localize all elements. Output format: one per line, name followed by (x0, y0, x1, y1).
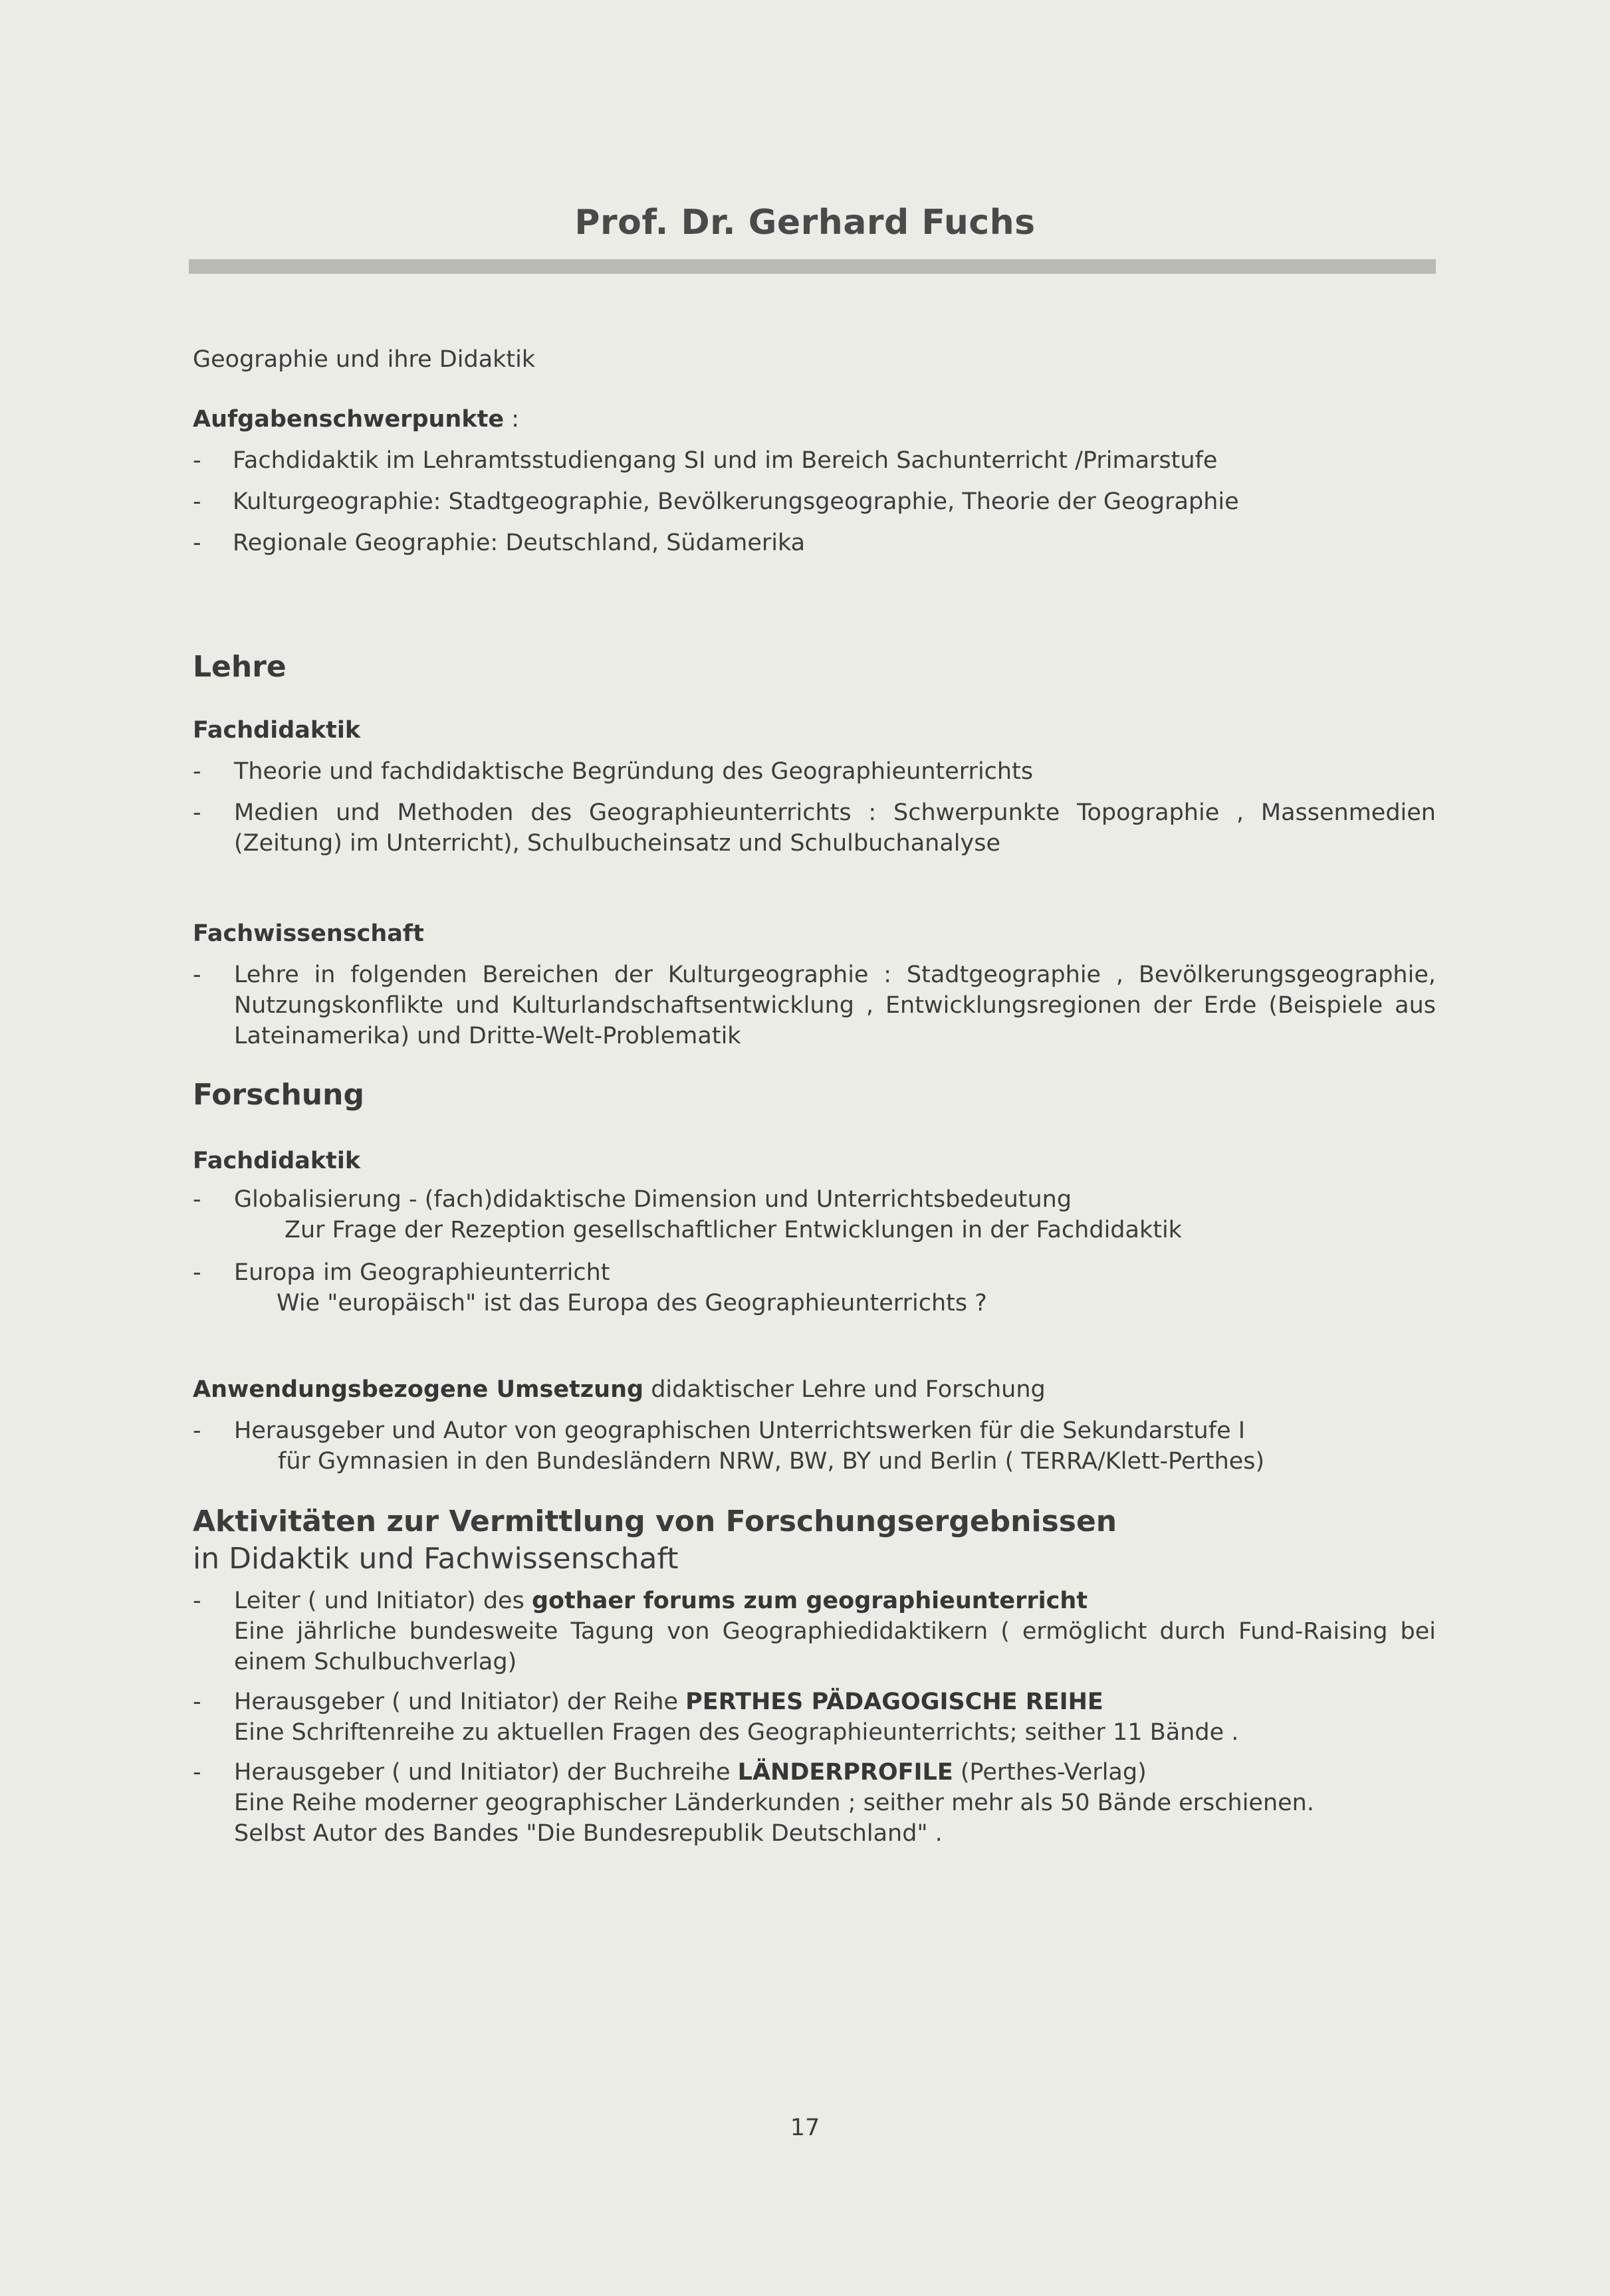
anwendung-label-bold: Anwendungsbezogene Umsetzung (193, 1376, 644, 1403)
list-item-text: Medien und Methoden des Geographieunterrichts : Schwerpunkte Topographie , Massenmedien (Zeitung) im Unterricht), Schulbucheinsatz und Schulbuchanalyse (234, 799, 1436, 857)
list-item-text (234, 1757, 1436, 1788)
list-item (193, 960, 1436, 1051)
list-item (193, 1586, 1436, 1677)
aktivitaeten-heading-bold: Aktivitäten zur Vermittlung von Forschungsergebnissen (193, 1505, 1117, 1538)
bullet-dash: - (193, 962, 201, 988)
bullet-dash: - (193, 799, 201, 826)
list-item (193, 1757, 1436, 1849)
title-underline-bar (189, 259, 1436, 274)
list-item-subtext: Wie "europäisch" ist das Europa des Geographieunterrichts ? (277, 1290, 987, 1316)
list-item-text: Fachdidaktik im Lehramtsstudiengang SI und im Bereich Sachunterricht /Primarstufe (233, 447, 1218, 474)
list-item-text: Herausgeber und Autor von geographischen Unterrichtswerken für die Sekundarstufe I (234, 1417, 1246, 1444)
bullet-dash: - (193, 530, 201, 556)
list-item (193, 445, 1436, 476)
section-heading-aktivitaeten (193, 1503, 1436, 1578)
item-text-pre: Herausgeber ( und Initiator) der Reihe (234, 1689, 686, 1715)
item-text-pre: Leiter ( und Initiator) des (234, 1588, 532, 1614)
section-heading-forschung: Forschung (193, 1078, 364, 1112)
list-item-description: Eine Reihe moderner geographischer Länderkunden ; seither mehr als 50 Bände erschienen. (234, 1790, 1314, 1816)
list-item-text: Theorie und fachdidaktische Begründung des Geographieunterrichts (234, 758, 1034, 785)
bullet-dash: - (193, 488, 201, 515)
list-item (193, 756, 1436, 787)
subheading-fachwissenschaft: Fachwissenschaft (193, 920, 424, 947)
bullet-dash: - (193, 1417, 201, 1444)
list-item (193, 1415, 1436, 1477)
list-item-text: Globalisierung - (fach)didaktische Dimension und Unterrichtsbedeutung (234, 1186, 1072, 1213)
bullet-dash: - (193, 447, 201, 474)
list-item-text: Lehre in folgenden Bereichen der Kulturgeographie : Stadtgeographie , Bevölkerungsgeographie, Nutzungskonflikte und Kulturlandschaftsentwicklung , Entwicklungsregionen der Erde (Beispiele aus Lateinamerika) und Dritte-Welt-Problematik (234, 962, 1436, 1049)
bullet-dash: - (193, 1259, 201, 1286)
anwendung-label-rest: didaktischer Lehre und Forschung (643, 1376, 1046, 1403)
bullet-dash: - (193, 758, 201, 785)
section-heading-lehre: Lehre (193, 650, 287, 684)
list-item-description: Eine Schriftenreihe zu aktuellen Fragen des Geographieunterrichts; seither 11 Bände . (234, 1719, 1239, 1746)
subheading-anwendung (193, 1374, 1436, 1405)
list-item-text: Europa im Geographieunterricht (234, 1259, 610, 1286)
subheading-fachdidaktik: Fachdidaktik (193, 717, 361, 744)
list-item (193, 797, 1436, 859)
list-item-text (234, 1687, 1436, 1717)
page-title: Prof. Dr. Gerhard Fuchs (574, 203, 1036, 243)
list-item-subtext: für Gymnasien in den Bundesländern NRW, BW, BY und Berlin ( TERRA/Klett-Perthes) (278, 1448, 1265, 1475)
list-item (193, 1184, 1436, 1245)
list-item (193, 528, 1436, 558)
item-text-bold: LÄNDERPROFILE (737, 1759, 953, 1786)
aktivitaeten-heading-normal: in Didaktik und Fachwissenschaft (193, 1542, 679, 1576)
bullet-dash: - (193, 1689, 201, 1715)
bullet-dash: - (193, 1588, 201, 1614)
item-text-bold: gothaer forums zum geographieunterricht (531, 1588, 1088, 1614)
focus-heading (193, 404, 1436, 435)
list-item-text (234, 1586, 1436, 1616)
subheading-fachdidaktik: Fachdidaktik (193, 1148, 361, 1174)
item-text-pre: Herausgeber ( und Initiator) der Buchreihe (234, 1759, 738, 1786)
list-item-subtext: Zur Frage der Rezeption gesellschaftlicher Entwicklungen in der Fachdidaktik (285, 1217, 1182, 1243)
list-item (193, 486, 1436, 517)
focus-label-suffix: : (504, 406, 519, 433)
item-text-bold: PERTHES PÄDAGOGISCHE REIHE (685, 1689, 1103, 1715)
bullet-dash: - (193, 1759, 201, 1786)
list-item (193, 1257, 1436, 1318)
list-item-description: Eine jährliche bundesweite Tagung von Geographiedidaktikern ( ermöglicht durch Fund-Raising bei einem Schulbuchverlag) (234, 1618, 1436, 1675)
bullet-dash: - (193, 1186, 201, 1213)
item-text-post: (Perthes-Verlag) (953, 1759, 1147, 1786)
page-number: 17 (790, 2115, 820, 2141)
list-item-text: Kulturgeographie: Stadtgeographie, Bevölkerungsgeographie, Theorie der Geographie (233, 488, 1239, 515)
list-item-text: Regionale Geographie: Deutschland, Südamerika (233, 530, 806, 556)
list-item-description-2: Selbst Autor des Bandes "Die Bundesrepublik Deutschland" . (234, 1820, 943, 1847)
list-item (193, 1687, 1436, 1748)
subject-line: Geographie und ihre Didaktik (193, 346, 536, 373)
focus-label: Aufgabenschwerpunkte (193, 406, 505, 433)
